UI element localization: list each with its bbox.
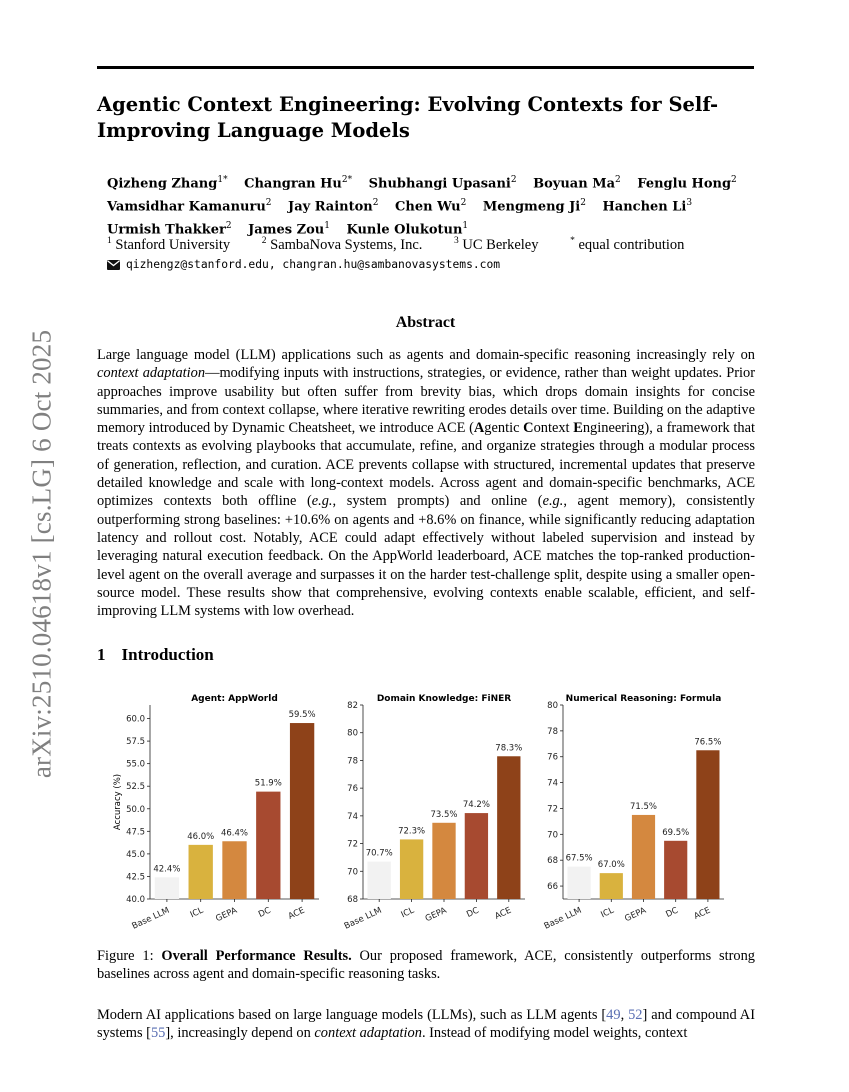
paper-title: Agentic Context Engineering: Evolving Contexts for Self-Improving Language Models: [97, 93, 719, 142]
bar-gepa: [432, 823, 455, 899]
author: Changran $Hu^{2*}$: [244, 175, 353, 192]
author: James Zou$^1$: [248, 220, 330, 237]
y-axis-label: Accuracy (%): [113, 773, 123, 831]
data-label: 59.5%: [288, 710, 316, 721]
abstract-heading: Abstract: [395, 314, 456, 331]
data-label: 74.2%: [462, 800, 490, 811]
author-list: [107, 171, 757, 239]
x-tick-label: ICL: [599, 905, 616, 921]
chart-title: Numerical Reasoning: Formula: [565, 694, 722, 704]
x-tick-label: ACE: [692, 905, 713, 922]
bar-ace: [290, 723, 314, 899]
x-tick-label: Base LLM: [130, 905, 172, 932]
y-tick-label: 66: [547, 882, 558, 893]
y-tick-label: 76: [547, 752, 558, 763]
y-tick-label: 74: [547, 778, 558, 789]
y-tick-label: 78: [547, 726, 558, 737]
bar-icl: [189, 845, 213, 899]
y-tick-label: 40.0: [126, 895, 145, 905]
bar-base-llm: [368, 862, 391, 899]
bar-ace: [497, 756, 520, 899]
y-tick-label: 74: [347, 811, 358, 822]
x-tick-label: Base LLM: [542, 905, 584, 932]
author: Chen Wu$^2$: [395, 197, 467, 215]
bar-dc: [256, 792, 280, 899]
x-tick-label: Base LLM: [342, 905, 384, 932]
figure-1-charts: [107, 692, 747, 932]
data-label: 42.4%: [153, 864, 181, 875]
data-label: 69.5%: [662, 827, 690, 838]
data-label: 46.0%: [187, 831, 215, 842]
y-tick-label: 42.5: [126, 872, 145, 883]
citation-link[interactable]: 52: [628, 1007, 643, 1023]
affiliation: * equal contribution: [570, 236, 685, 253]
x-tick-label: GEPA: [423, 905, 449, 925]
affiliation: $^3$ UC Berkeley: [454, 236, 539, 253]
data-label: 67.5%: [565, 853, 593, 864]
data-label: 78.3%: [495, 743, 523, 754]
bar-icl: [600, 873, 623, 899]
bar-gepa: [632, 815, 655, 899]
author: Boyuan Ma$^2$: [533, 175, 621, 192]
y-tick-label: 68: [547, 856, 558, 867]
data-label: 67.0%: [597, 860, 625, 871]
y-tick-label: 52.5: [126, 782, 145, 793]
x-tick-label: DC: [664, 905, 680, 920]
data-label: 70.7%: [365, 848, 393, 859]
x-tick-label: ICL: [399, 905, 416, 921]
intro-paragraph: Modern AI applications based on large language models (LLMs), such as LLM agents [49, 52] and compound AI systems [55], increasingly depend on context adaptation. Instead of modifying model weights, context: [97, 1007, 755, 1042]
author: Shubhangi Upasani$^2$: [368, 175, 517, 192]
x-tick-label: ACE: [286, 905, 307, 922]
x-tick-label: GEPA: [623, 905, 648, 925]
author: Jay Rainton$^2$: [288, 197, 379, 215]
y-tick-label: 82: [347, 701, 358, 711]
author: Urmish Thakker$^2$: [107, 220, 232, 237]
section-heading: 1 Introduction: [97, 645, 214, 664]
y-tick-label: 70: [547, 830, 558, 841]
y-tick-label: 78: [347, 756, 358, 767]
y-tick-label: 72: [547, 804, 558, 815]
bar-base-llm: [568, 867, 591, 899]
top-rule: [97, 66, 754, 69]
y-tick-label: 55.0: [126, 759, 145, 770]
author: Vamsidhar Kamanuru$^2$: [107, 197, 272, 215]
figure-caption: Figure 1: Overall Performance Results. Our proposed framework, ACE, consistently outperforms strong baselines across agent and domain-specific reasoning tasks.: [97, 948, 755, 983]
chart-title: Domain Knowledge: FiNER: [376, 694, 512, 704]
bar-base-llm: [155, 877, 179, 899]
author: Fenglu Hong$^2$: [637, 175, 737, 192]
y-tick-label: 80: [547, 701, 558, 711]
x-tick-label: DC: [257, 905, 273, 920]
bar-gepa: [222, 841, 246, 899]
chart-title: Agent: AppWorld: [191, 694, 278, 704]
bar-icl: [400, 839, 423, 899]
x-tick-label: GEPA: [214, 905, 239, 925]
data-label: 71.5%: [629, 801, 658, 812]
author: Mengmeng Ji$^2$: [482, 197, 586, 215]
y-tick-label: 47.5: [126, 827, 145, 838]
y-tick-label: 45.0: [126, 849, 145, 860]
y-tick-label: 72: [347, 839, 358, 850]
y-tick-label: 50.0: [126, 804, 145, 815]
email-line: [107, 257, 500, 273]
citation-link[interactable]: 49: [606, 1007, 621, 1023]
y-tick-label: 57.5: [126, 737, 145, 748]
data-label: 72.3%: [398, 826, 426, 837]
affiliation: $^2$ SambaNova Systems, Inc.: [261, 236, 423, 253]
data-label: 76.5%: [694, 737, 722, 748]
citation-link[interactable]: 55: [150, 1025, 166, 1042]
email-addresses[interactable]: qizhengz@stanford.edu, changran.hu@sambanovasystems.com: [126, 258, 501, 271]
x-tick-label: ACE: [493, 905, 514, 922]
data-label: 51.9%: [254, 778, 282, 789]
abstract-text: Large language model (LLM) applications such as agents and domain-specific reasoning increasingly rely on context adaptation—modifying inputs with instructions, strategies, or evidence, rather than weight updates. Prior approaches improve usability but often suffer from brevity bias, which drops domain insights for concise summaries, and from context collapse, where iterative rewriting erodes details over time. Building on the adaptive memory introduced by Dynamic Cheatsheet, we introduce ACE (Agentic Context Engineering), a framework that treats contexts as evolving playbooks that accumulate, refine, and organize strategies through a modular process of generation, reflection, and curation. ACE prevents collapse with structured, incremental updates that preserve detailed knowledge and scale with long-context models. Across agent and domain-specific benchmarks, ACE optimizes contexts both offline (e.g., system prompts) and online (e.g., agent memory), consistently outperforming strong baselines: +10.6% on agents and +8.6% on finance, while significantly reducing adaptation latency and rollout cost. Notably, ACE could adapt effectively without labeled supervision and instead by leveraging natural execution feedback. On the AppWorld leaderboard, ACE matches the top-ranked production-level agent on the overall average and surpasses it on the harder test-challenge split, despite using a smaller open-source model. These results show that comprehensive, evolving contexts enable scalable, efficient, and self-improving LLM systems with low overhead.: [97, 347, 755, 620]
bar-dc: [664, 841, 687, 899]
author: Hanchen Li$^3$: [602, 197, 693, 215]
bar-ace: [696, 750, 719, 899]
affiliation: $^1$ Stanford University: [107, 236, 231, 253]
author: Qizheng Zhang$^{1*}$: [107, 175, 228, 192]
data-label: 73.5%: [430, 809, 458, 820]
y-tick-label: 68: [347, 895, 358, 905]
y-tick-label: 70: [347, 867, 358, 878]
y-tick-label: 60.0: [126, 714, 145, 725]
x-tick-label: ICL: [188, 905, 205, 921]
envelope-icon: [107, 260, 120, 270]
y-tick-label: 76: [347, 784, 358, 795]
data-label: 46.4%: [220, 828, 249, 839]
x-tick-label: DC: [465, 905, 481, 920]
author: Kunle Olukotun$^1$: [346, 220, 469, 237]
arxiv-identifier: arXiv:2510.04618v1 [cs.LG] 6 Oct 2025: [26, 329, 57, 779]
bar-dc: [465, 813, 488, 899]
affiliations: [107, 232, 712, 254]
y-tick-label: 80: [347, 728, 358, 739]
